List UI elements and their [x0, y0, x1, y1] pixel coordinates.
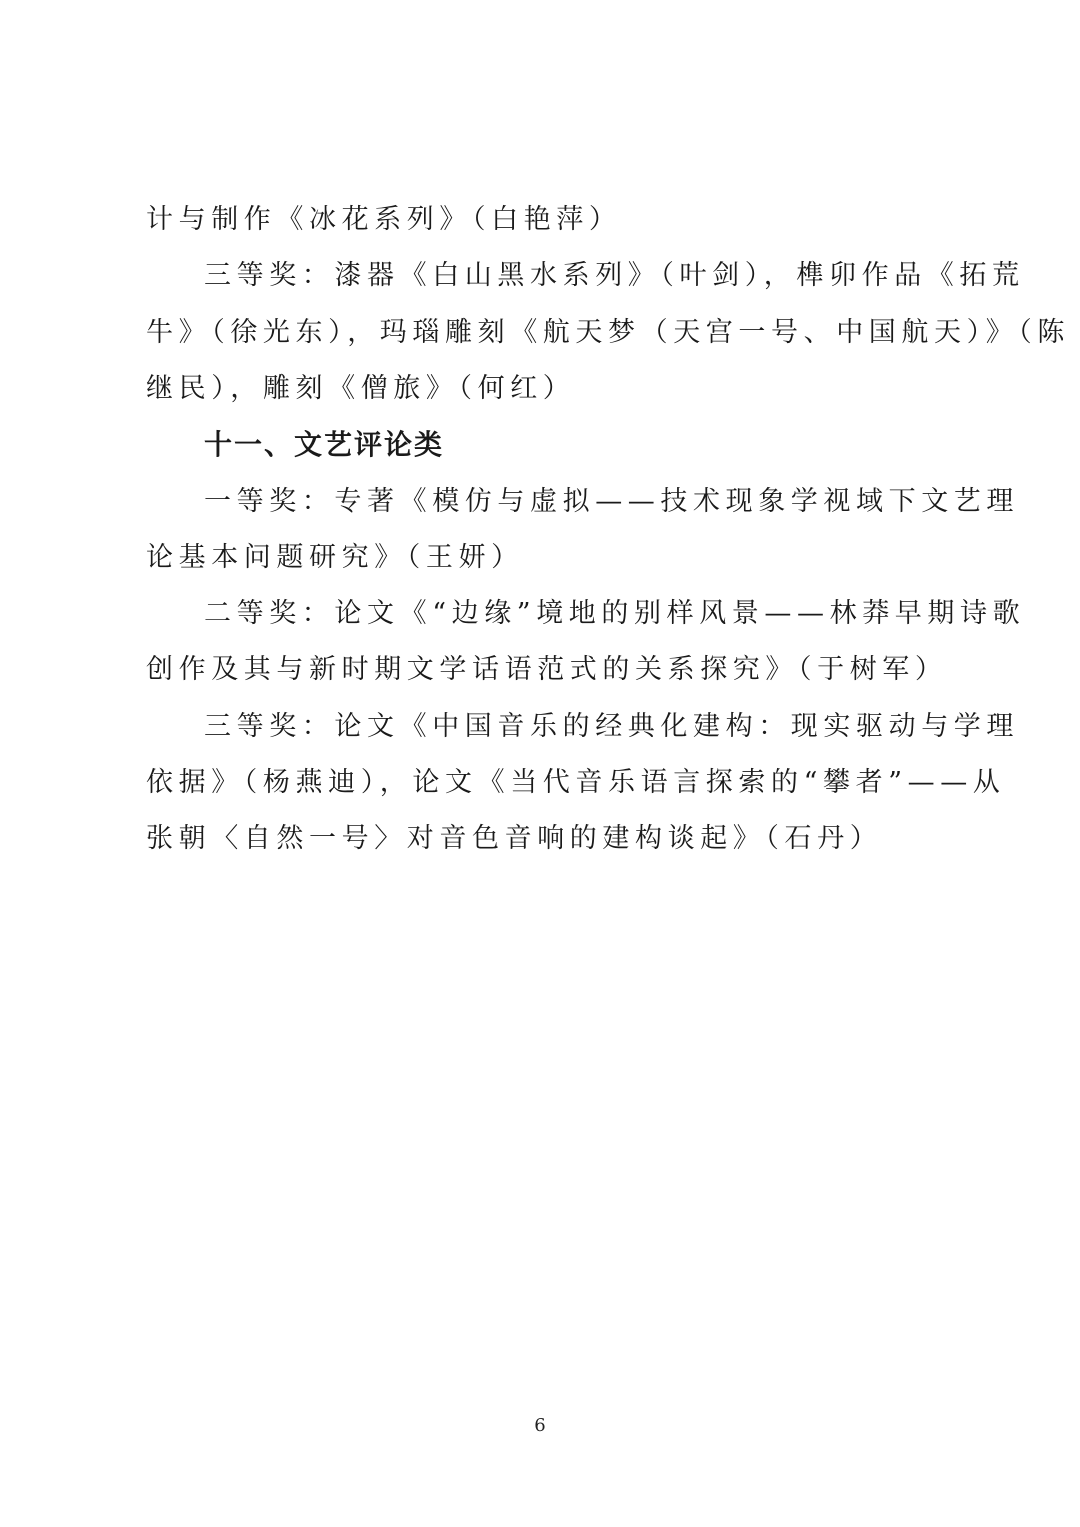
- section-heading: 十一、文艺评论类: [204, 428, 445, 461]
- paragraph-line: 创作及其与新时期文学话语范式的关系探究》（于树军）: [146, 654, 948, 685]
- paragraph-line: 三等奖：论文《中国音乐的经典化建构：现实驱动与学理: [204, 711, 1019, 742]
- paragraph-line: 继民），雕刻《僧旅》（何红）: [146, 373, 576, 404]
- paragraph-line: 三等奖：漆器《白山黑水系列》（叶剑），榫卯作品《拓荒: [204, 260, 1025, 291]
- paragraph-line: 依据》（杨燕迪），论文《当代音乐语言探索的“攀者”——从: [146, 767, 1006, 798]
- paragraph-line: 张朝〈自然一号〉对音色音响的建构谈起》（石丹）: [146, 823, 883, 854]
- paragraph-line: 二等奖：论文《“边缘”境地的别样风景——林莽早期诗歌: [204, 598, 1026, 629]
- paragraph-line: 一等奖：专著《模仿与虚拟——技术现象学视域下文艺理: [204, 486, 1019, 517]
- paragraph-line: 论基本问题研究》（王妍）: [146, 542, 524, 573]
- page-number: 6: [534, 1415, 546, 1436]
- paragraph-line: 计与制作《冰花系列》（白艳萍）: [146, 204, 622, 235]
- paragraph-line: 牛》（徐光东），玛瑙雕刻《航天梦（天宫一号、中国航天）》（陈: [146, 317, 1070, 348]
